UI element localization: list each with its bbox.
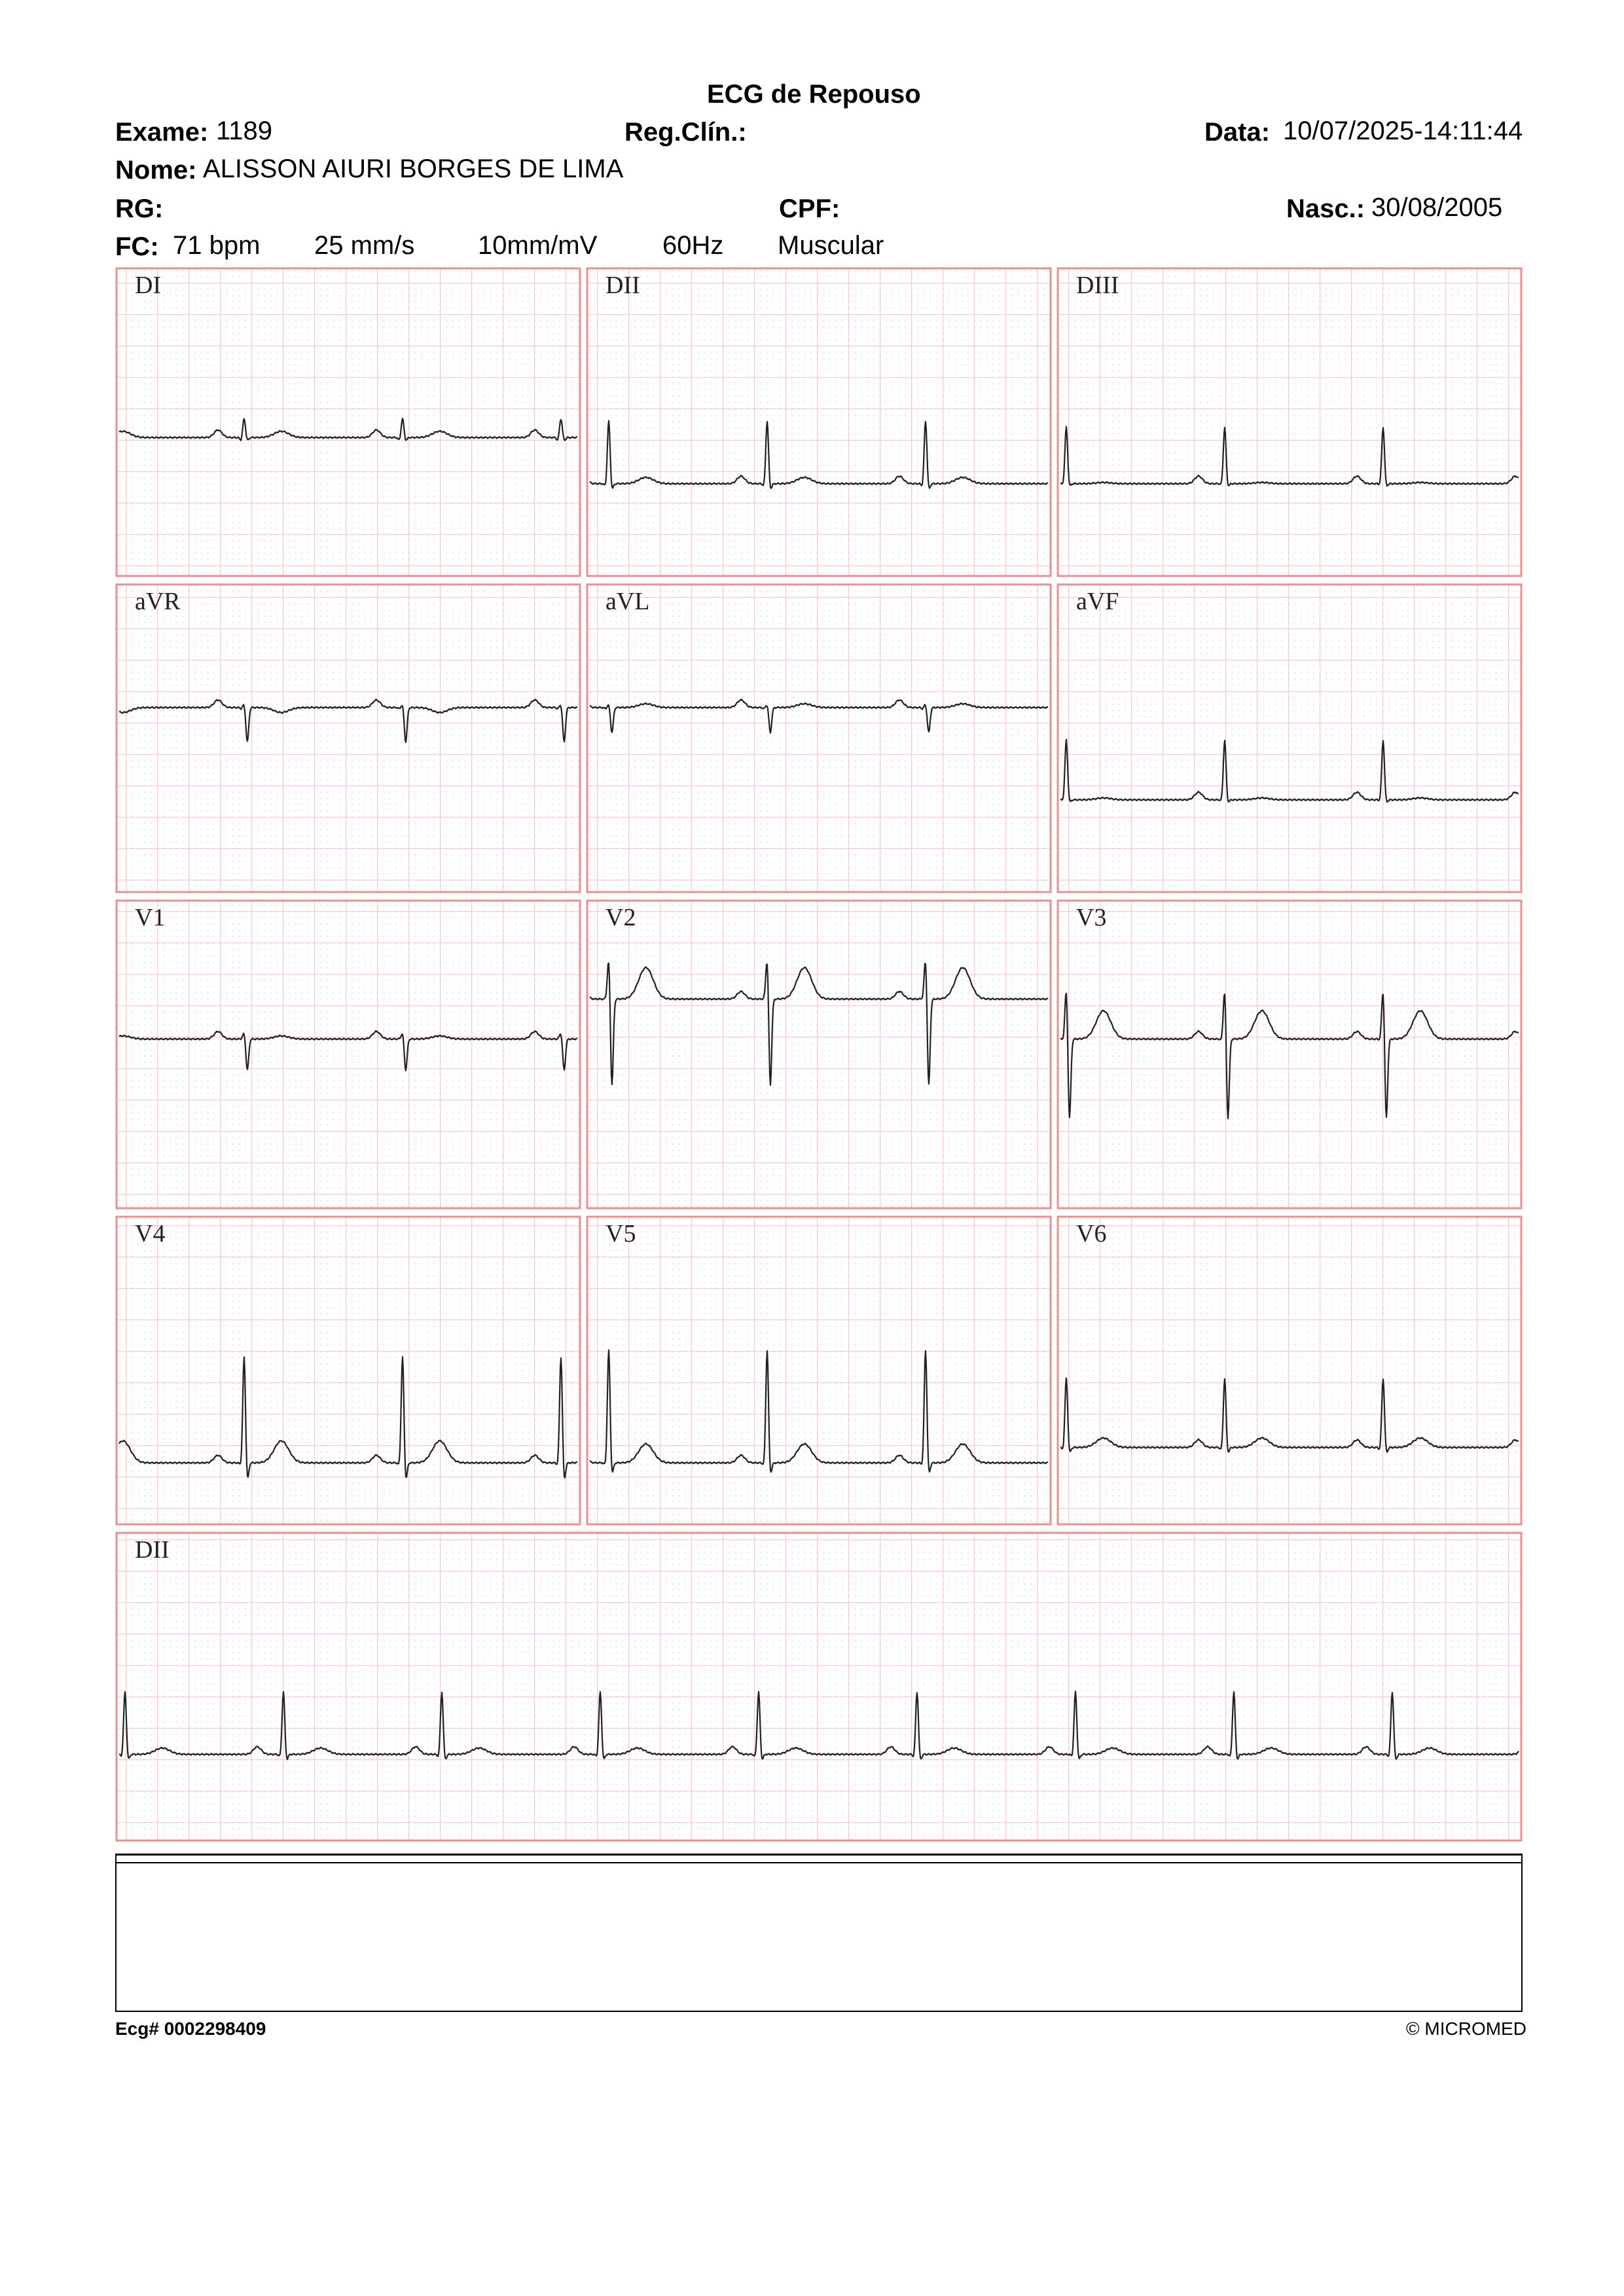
ecg-id: Ecg# 0002298409 [115,2018,266,2039]
lead-label-v4-9: V4 [135,1220,166,1247]
nasc-label: Nasc.: [1286,194,1365,223]
lead-grid [117,1217,580,1524]
lead-grid [1058,268,1521,576]
filter-hz-value: 60Hz [662,231,724,260]
lead-label-v3-8: V3 [1076,904,1107,931]
lead-panel-v5-10 [587,1217,1051,1524]
fc-label: FC: [115,232,159,261]
lead-grid [587,901,1051,1208]
lead-label-rhythm-dii: DII [135,1536,170,1564]
speed-value: 25 mm/s [314,231,415,260]
exame-label: Exame: [115,118,209,147]
fc-value: 71 bpm [173,231,261,260]
lead-panel-v6-11 [1058,1217,1521,1524]
lead-panel-v2-7 [587,901,1051,1208]
filter-type-value: Muscular [778,231,884,260]
lead-grid [587,1217,1051,1524]
lead-panel-rhythm-dii [117,1533,1521,1840]
nasc-value: 30/08/2005 [1371,193,1503,222]
lead-panel-diii-2 [1058,268,1521,576]
lead-grid [587,268,1051,576]
lead-label-avf-5: aVF [1076,588,1119,615]
lead-label-v5-10: V5 [605,1220,636,1247]
data-label: Data: [1204,118,1271,147]
lead-label-v1-6: V1 [135,904,166,931]
lead-grid [1058,901,1521,1208]
lead-label-avl-4: aVL [605,588,650,615]
lead-grid [587,584,1051,892]
lead-panel-avf-5 [1058,584,1521,892]
lead-label-v6-11: V6 [1076,1220,1107,1247]
lead-panel-v4-9 [117,1217,580,1524]
report-comments-box [115,1854,1523,2012]
lead-grid [117,268,580,576]
lead-label-diii-2: DIII [1076,272,1119,299]
lead-panel-v1-6 [117,901,580,1208]
copyright: © MICROMED [1406,2018,1526,2039]
nome-value: ALISSON AIURI BORGES DE LIMA [203,154,624,183]
lead-panel-dii-1 [587,268,1051,576]
lead-panel-avl-4 [587,584,1051,892]
lead-label-dii-1: DII [605,272,640,299]
page-title: ECG de Repouso [707,80,921,109]
lead-panel-di-0 [117,268,580,576]
exame-value: 1189 [216,117,273,145]
lead-grid [1058,1217,1521,1524]
lead-panel-v3-8 [1058,901,1521,1208]
lead-label-v2-7: V2 [605,904,636,931]
lead-label-avr-3: aVR [135,588,181,615]
cpf-label: CPF: [779,194,840,223]
rg-label: RG: [115,194,164,223]
lead-grid [1058,584,1521,892]
gain-value: 10mm/mV [478,231,598,260]
lead-grid [117,901,580,1208]
nome-label: Nome: [115,156,197,185]
lead-label-di-0: DI [135,272,162,299]
lead-grid [117,1533,1521,1840]
lead-panel-avr-3 [117,584,580,892]
lead-grid [117,584,580,892]
data-value: 10/07/2025-14:11:44 [1283,117,1523,145]
regclin-label: Reg.Clín.: [624,118,747,147]
